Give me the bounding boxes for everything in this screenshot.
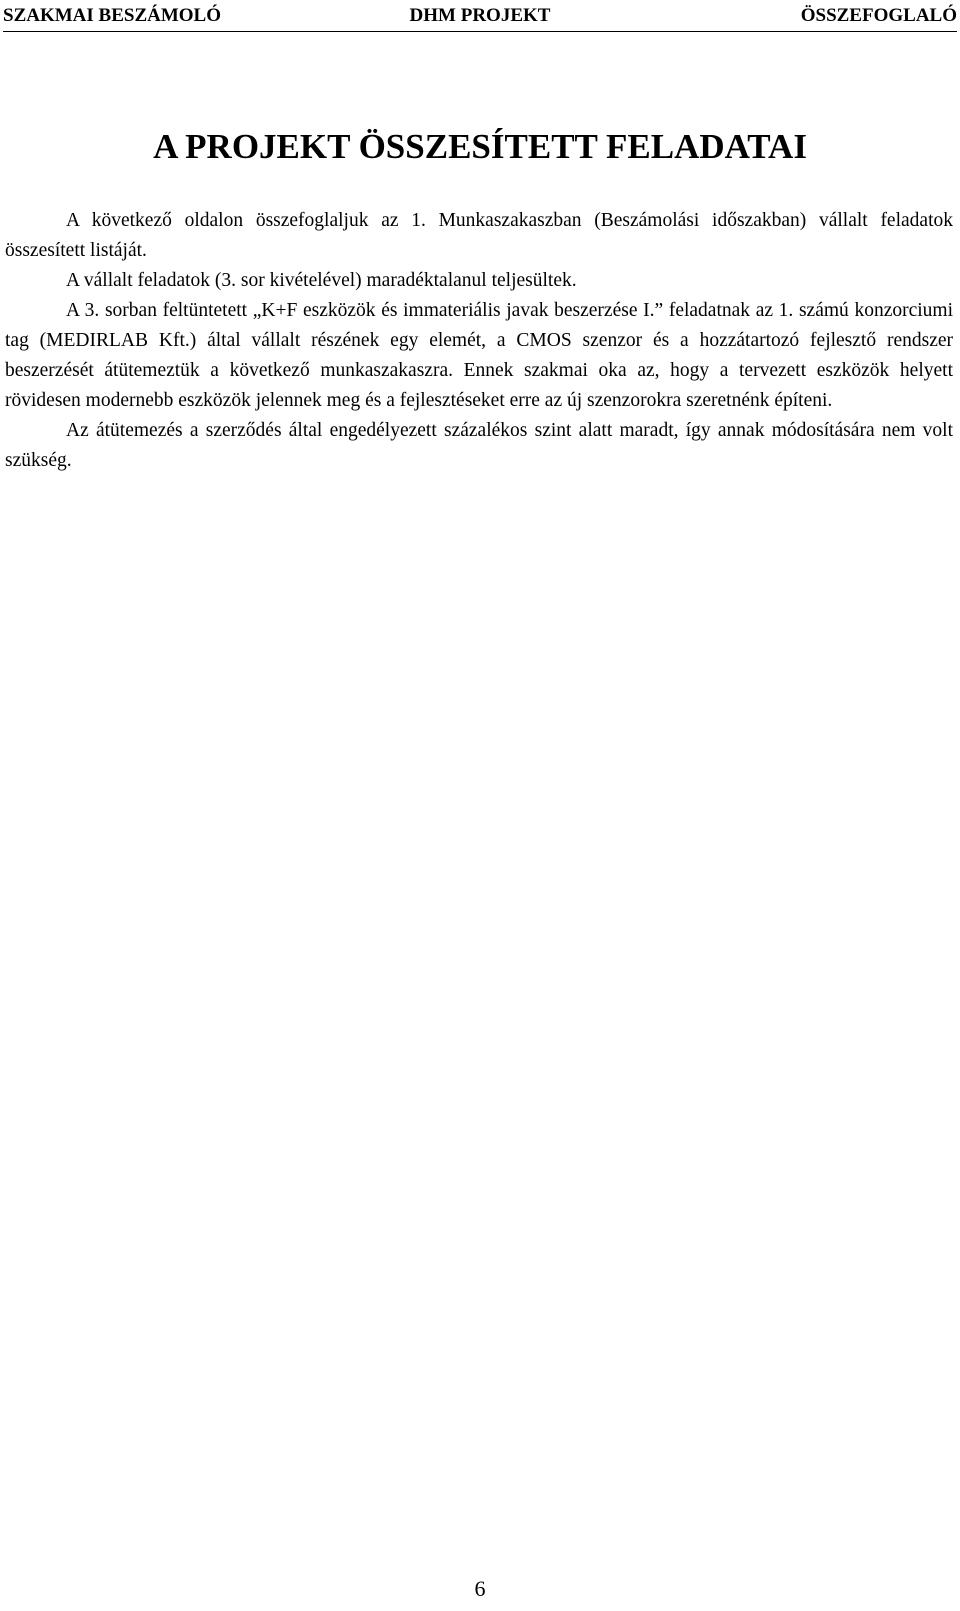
header-right-text: ÖSSZEFOGLALÓ bbox=[800, 5, 957, 26]
page-number: 6 bbox=[474, 1576, 486, 1601]
paragraph-conclusion: Az átütemezés a szerződés által engedélyezett százalékos szint alatt maradt, így annak módosítására nem volt szükség. bbox=[5, 420, 953, 471]
paragraph-completion: A vállalt feladatok (3. sor kivételével) maradéktalanul teljesültek. bbox=[66, 270, 577, 291]
paragraph-intro: A következő oldalon összefoglaljuk az 1. Munkaszakaszban (Beszámolási időszakban) vállalt feladatok összesített listáját. bbox=[5, 210, 953, 261]
header-left-text: SZAKMAI BESZÁMOLÓ bbox=[3, 5, 222, 26]
body-text bbox=[5, 206, 953, 476]
paragraph-rescheduling: A 3. sorban feltüntetett „K+F eszközök és immateriális javak beszerzése I.” feladatnak az 1. számú konzorciumi tag (MEDIRLAB Kft.) által vállalt részének egy elemét, a CMOS szenzor és a hozzátartozó fejlesztő rendszer beszerzését átütemeztük a következő munkaszakaszra. Ennek szakmai oka az, hogy a tervezett eszközök helyett rövidesen modernebb eszközök jelennek meg és a fejlesztéseket erre az új szenzorokra szeretnénk építeni. bbox=[5, 300, 953, 411]
running-header bbox=[3, 4, 957, 32]
header-center-text: DHM PROJEKT bbox=[409, 5, 551, 26]
page-title: A PROJEKT ÖSSZESÍTETT FELADATAI bbox=[153, 127, 807, 166]
